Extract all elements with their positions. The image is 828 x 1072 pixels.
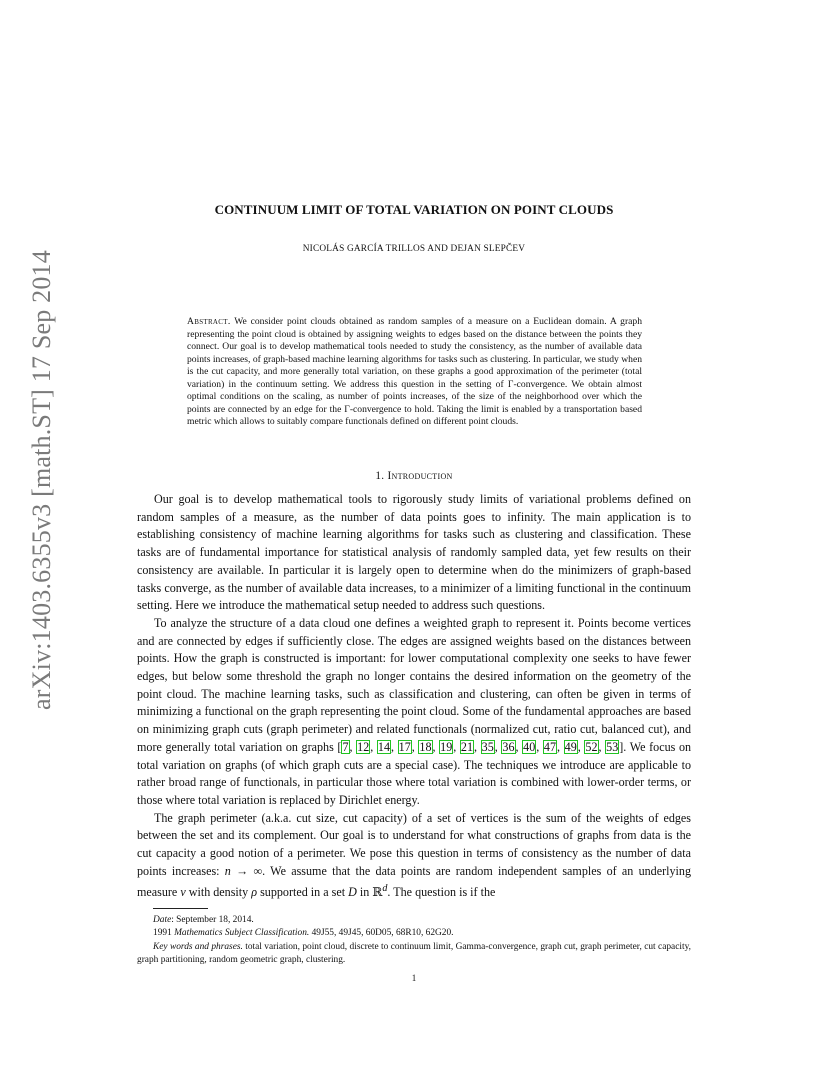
footnotes — [137, 914, 691, 968]
paragraph-3-text: . The question is if the — [387, 885, 496, 900]
paragraph-2-text-end: ]. We focus on total variation on graphs (of which graph cuts are a special case). The techniques we introduce are applicable to rather broad range of functionals, in particular those where total variation is combined with lower-order terms, or those where total variation is replaced by Dirichlet energy. — [137, 739, 692, 807]
citation-link[interactable]: 49 — [564, 739, 577, 754]
date-value: : September 18, 2014. — [171, 915, 254, 925]
msc-codes: 49J55, 49J45, 60D05, 68R10, 62G20. — [311, 928, 454, 939]
paragraph-1: Our goal is to develop mathematical tools to rigorously study limits of variational problems defined on random samples of a measure, as the number of data points goes to infinity. The main application is to establishing consistency of machine learning algorithms for tasks such as clustering and classification. These tasks are of fundamental importance for statistical analysis of randomly sampled data, yet few results on their consistency are available. In particular it is largely open to determine when do the minimizers of graph-based tasks converge, as the number of available data increases, to a minimizer of a limiting functional in the continuum setting. Here we introduce the mathematical setup needed to address such questions. — [137, 492, 691, 613]
math-d-set: D — [348, 885, 357, 900]
keywords-text: total variation, point cloud, discrete to continuum limit, Gamma-convergence, graph cut, graph perimeter, cut capacity, graph partitioning, random geometric graph, clustering. — [137, 941, 692, 966]
citation-link[interactable]: 18 — [419, 739, 432, 754]
body-text — [137, 491, 691, 902]
page-number: 1 — [411, 973, 417, 983]
citation-link[interactable]: 7 — [342, 739, 349, 754]
keywords-label: Key words and phrases. — [153, 941, 243, 952]
abstract-label: Abstract. — [187, 316, 231, 327]
math-nu: ν — [180, 885, 186, 900]
citation-link[interactable]: 47 — [543, 739, 556, 754]
footnote-msc — [137, 927, 691, 940]
math-rho: ρ — [251, 885, 258, 900]
section-title: Introduction — [387, 470, 453, 482]
paragraph-3-text: in — [359, 885, 370, 900]
abstract — [187, 316, 642, 429]
paragraph-3-text: supported in a set — [260, 885, 346, 900]
citation-link[interactable]: 14 — [377, 739, 390, 754]
arxiv-identifier-text: arXiv:1403.6355v3 [math.ST] 17 Sep 2014 — [27, 250, 56, 710]
msc-year: 1991 — [153, 928, 172, 939]
paragraph-3-text: The graph perimeter (a.k.a. cut size, cut capacity) of a set of vertices is the sum of the weights of edges between the set and its complement. Our goal is to understand for what constructions of graphs from data is the cut capacity a good notion of a perimeter. We pose this question in terms of consistency as the number of data points increases: — [137, 810, 691, 878]
math-n-to-infinity: n → ∞ — [224, 863, 263, 878]
math-reals: ℝ — [372, 885, 383, 900]
citation-link[interactable]: 21 — [460, 739, 473, 754]
paragraph-2 — [137, 615, 691, 810]
paragraph-3 — [137, 810, 691, 903]
citation-link[interactable]: 12 — [357, 739, 370, 754]
math-dimension: d — [382, 883, 388, 895]
footnote-keywords — [137, 941, 691, 968]
paragraph-3-text: with density — [188, 885, 249, 900]
citation-link[interactable]: 36 — [502, 739, 515, 754]
citation-link[interactable]: 40 — [523, 739, 536, 754]
paper-authors: NICOLÁS GARCÍA TRILLOS AND DEJAN SLEPČEV — [302, 244, 526, 254]
paper-title: CONTINUUM LIMIT OF TOTAL VARIATION ON POINT CLOUDS — [214, 202, 614, 217]
paragraph-3-text: . We assume that the data points are random independent samples of an underlying measure — [137, 863, 691, 900]
citation-list: 7, 12, 14, 17, 18, 19, 21, 35, 36, 40, 47, 49, 52, 53 — [342, 739, 619, 754]
footnote-divider — [153, 908, 208, 909]
section-number: 1. — [375, 470, 385, 482]
citation-link[interactable]: 35 — [481, 739, 494, 754]
citation-link[interactable]: 17 — [398, 739, 411, 754]
footnote-date — [137, 914, 691, 927]
citation-link[interactable]: 52 — [585, 739, 598, 754]
citation-link[interactable]: 19 — [440, 739, 453, 754]
paragraph-2-text: To analyze the structure of a data cloud one defines a weighted graph to represent it. Points become vertices and are connected by edges if sufficiently close. The edges are assigned weights based on the distances between points. How the graph is constructed is important: for lower computational complexity one seeks to have fewer edges, but below some threshold the graph no longer contains the desired information on the geometry of the point cloud. The machine learning tasks, such as classification and clustering, can often be given in terms of minimizing a functional on the graph representing the point cloud. Some of the fundamental approaches are based on minimizing graph cuts (graph perimeter) and related functionals (normalized cut, ratio cut, balanced cut), and more generally total variation on graphs [ — [137, 615, 691, 754]
msc-label: Mathematics Subject Classification. — [174, 928, 310, 939]
citation-link[interactable]: 53 — [606, 739, 619, 754]
date-label: Date — [153, 915, 172, 925]
abstract-text: We consider point clouds obtained as random samples of a measure on a Euclidean domain. A graph representing the point cloud is obtained by assigning weights to edges based on the distance between the points they connect. Our goal is to develop mathematical tools needed to study the consistency, as the number of available data points increases, of graph-based machine learning algorithms for tasks such as clustering. In particular, we study when is the cut capacity, and more generally total variation, on these graphs a good approximation of the perimeter (total variation) in the continuum setting. We address this question in the setting of Γ-convergence. We obtain almost optimal conditions on the scaling, as number of points increases, of the size of the neighborhood over which the points are connected by an edge for the Γ-convergence to hold. Taking the limit is enabled by a transportation based metric which allows to suitably compare functionals defined on different point clouds. — [187, 316, 642, 427]
section-heading-introduction — [0, 470, 828, 482]
